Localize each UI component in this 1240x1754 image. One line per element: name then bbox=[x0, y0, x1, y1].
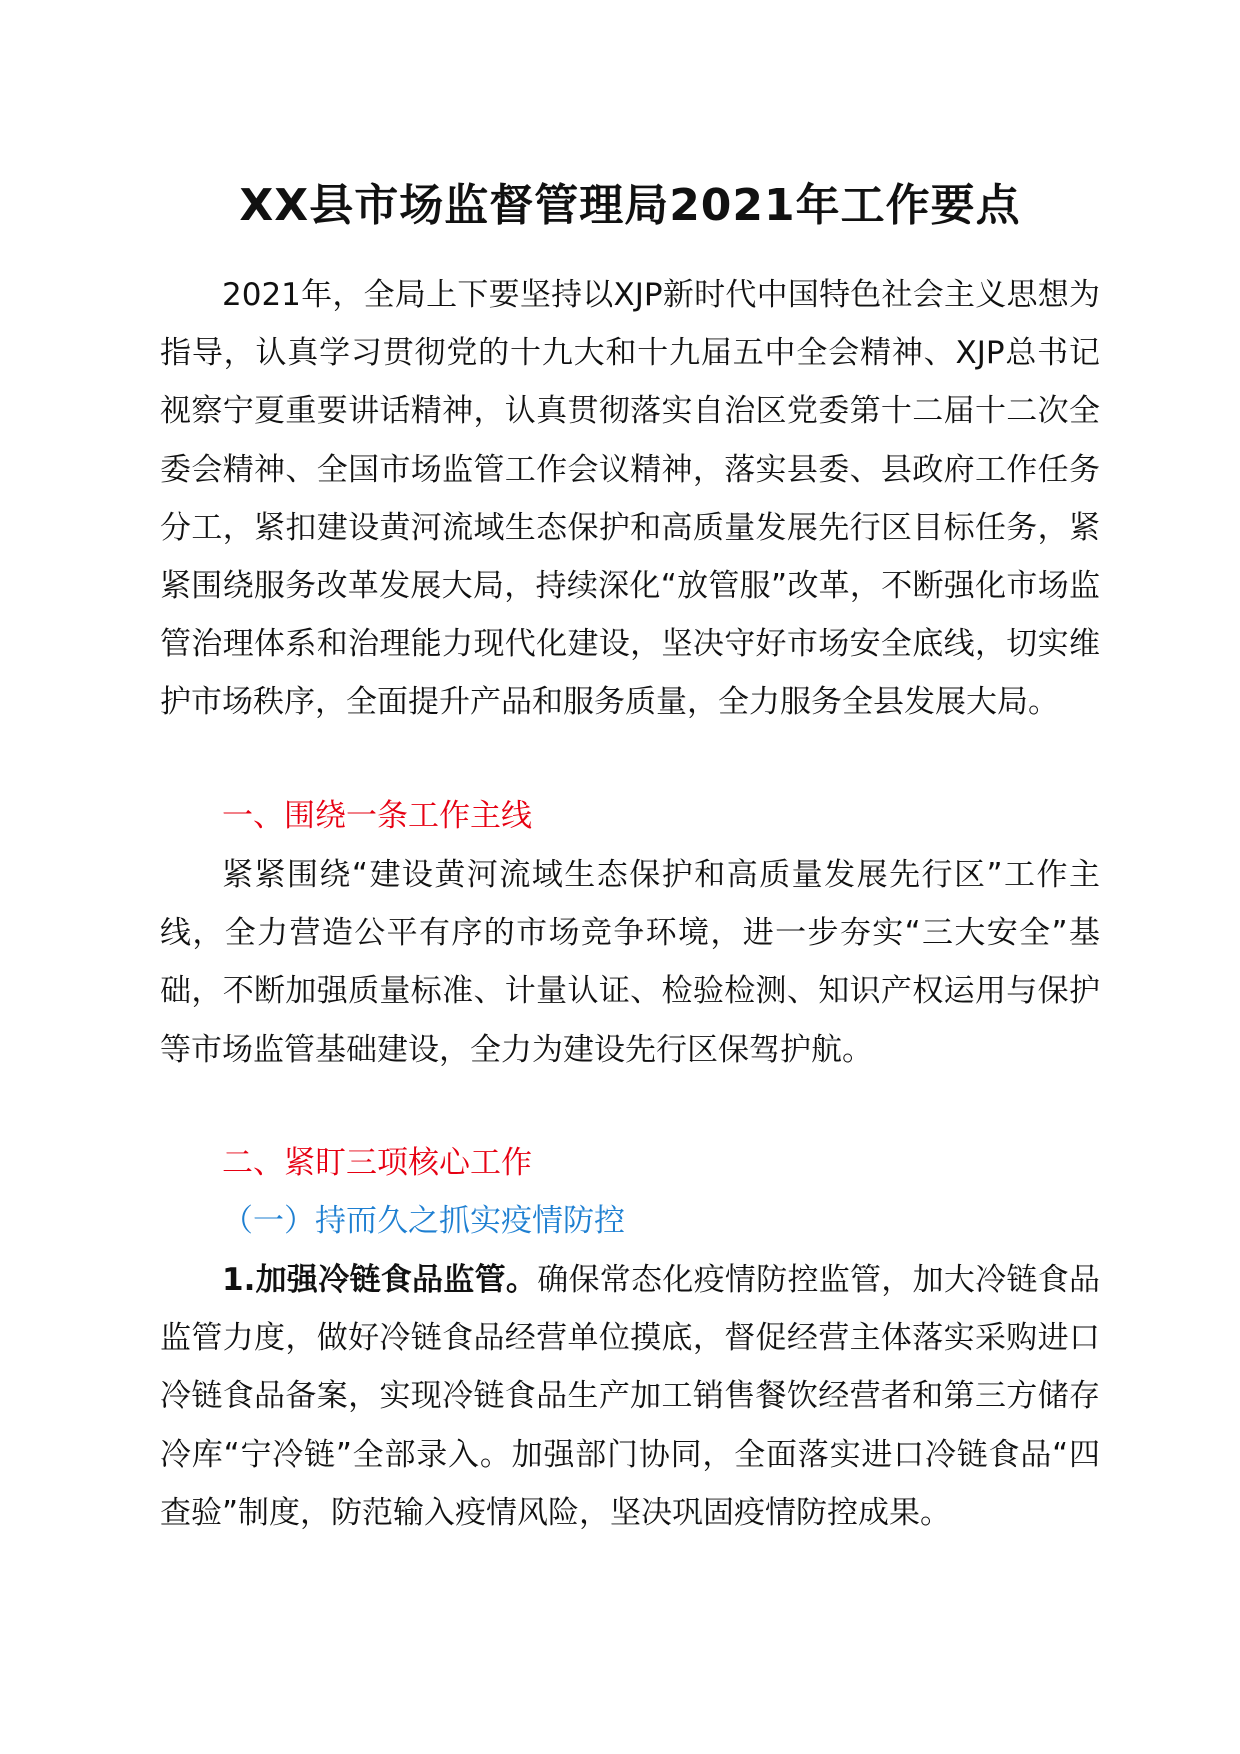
section-1-heading: 一、围绕一条工作主线 bbox=[222, 798, 532, 834]
section-1-paragraph: 紧紧围绕“建设黄河流域生态保护和高质量发展先行区”工作主线，全力营造公平有序的市场竞争环境，进一步夯实“三大安全”基础，不断加强质量标准、计量认证、检验检测、知识产权运用与保护等市场监管基础建设，全力为建设先行区保驾护航。 bbox=[160, 857, 1100, 1068]
item-1-paragraph bbox=[160, 1251, 1100, 1542]
document-title: XX县市场监督管理局2021年工作要点 bbox=[239, 180, 1021, 231]
item-1-text: 确保常态化疫情防控监管，加大冷链食品监管力度，做好冷链食品经营单位摸底，督促经营主体落实采购进口冷链食品备案，实现冷链食品生产加工销售餐饮经营者和第三方储存冷库“宁冷链”全部录入。加强部门协同，全面落实进口冷链食品“四查验”制度，防范输入疫情风险，坚决巩固疫情防控成果。 bbox=[160, 1262, 1100, 1531]
subsection-1-heading: （一）持而久之抓实疫情防控 bbox=[222, 1203, 625, 1239]
item-1-lead: 1.加强冷链食品监管。 bbox=[222, 1262, 538, 1298]
intro-paragraph: 2021年，全局上下要坚持以XJP新时代中国特色社会主义思想为指导，认真学习贯彻党的十九大和十九届五中全会精神、XJP总书记视察宁夏重要讲话精神，认真贯彻落实自治区党委第十二届十二次全委会精神、全国市场监管工作会议精神，落实县委、县政府工作任务分工，紧扣建设黄河流域生态保护和高质量发展先行区目标任务，紧紧围绕服务改革发展大局，持续深化“放管服”改革，不断强化市场监管治理体系和治理能力现代化建设，坚决守好市场安全底线，切实维护市场秩序，全面提升产品和服务质量，全力服务全县发展大局。 bbox=[160, 277, 1100, 721]
section-2-heading: 二、紧盯三项核心工作 bbox=[222, 1145, 532, 1181]
